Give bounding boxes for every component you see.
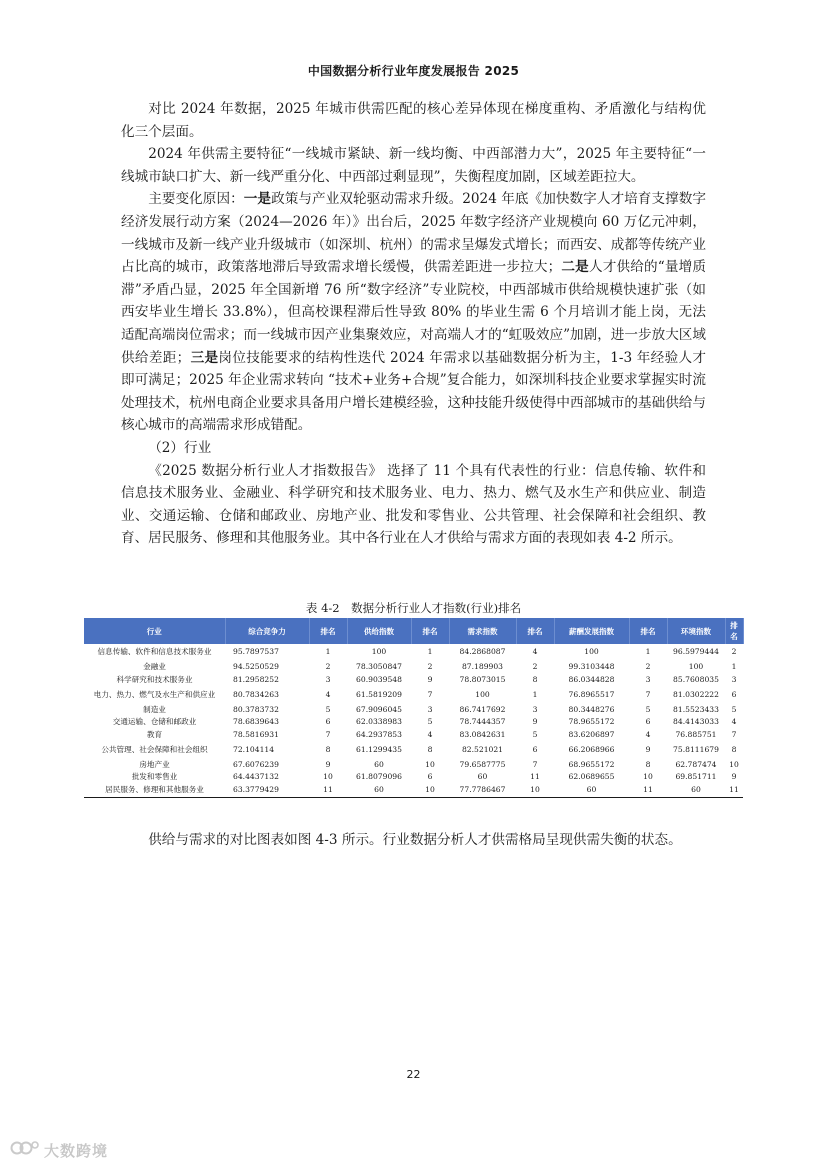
rank-cell: 3 [731,674,737,684]
index-cell: 76.885751 [675,729,717,739]
rank-cell: 8 [427,744,433,754]
rank-cell: 1 [325,647,331,657]
rank-cell: 11 [629,784,667,797]
index-cell: 86.0344828 [568,674,615,684]
index-cell: 81.0302222 [673,689,719,699]
index-cell: 100 [584,647,599,657]
paragraph-supply-demand: 供给与需求的对比图表如图 4-3 所示。行业数据分析人才供需格局呈现供需失衡的状态。 [148,832,682,848]
header-demand: 需求指数 [449,618,516,644]
body-text [121,98,706,550]
rank-cell: 5 [325,704,331,714]
rank-cell: 2 [645,662,651,672]
index-cell: 87.189903 [461,662,504,672]
index-cell: 75.8111679 [673,744,719,754]
index-cell: 77.7786467 [449,784,516,797]
index-cell: 80.3448276 [568,704,615,714]
index-cell: 84.2868087 [459,647,506,657]
index-cell: 68.9655172 [568,759,615,769]
rank-cell: 10 [729,759,739,769]
index-cell: 83.0842631 [459,729,506,739]
rank-cell: 9 [532,717,538,727]
index-cell: 62.787474 [675,759,717,769]
index-cell: 61.8079096 [356,772,402,782]
index-cell: 64.2937853 [356,729,402,739]
rank-cell: 8 [325,744,331,754]
rank-cell: 6 [325,717,331,727]
industry-cell: 公共管理、社会保障和社会组织 [101,744,208,754]
index-cell: 78.3050847 [356,662,402,672]
industry-cell: 居民服务、修理和其他服务业 [84,784,225,797]
rank-cell: 10 [643,772,653,782]
index-cell: 99.3103448 [568,662,615,672]
index-cell: 78.8073015 [459,674,506,684]
reasons-lead: 主要变化原因： [148,191,244,208]
rank-cell: 8 [532,674,538,684]
index-cell: 72.104114 [233,744,275,754]
rank-cell: 1 [532,689,538,699]
industry-cell: 电力、热力、燃气及水生产和供应业 [93,689,216,699]
rank-cell: 2 [427,662,433,672]
rank-cell: 8 [731,744,737,754]
rank-cell: 6 [645,717,651,727]
paragraph-comparison: 对比 2024 年数据，2025 年城市供需匹配的核心差异体现在梯度重构、矛盾激化与结构优化三个层面。 [121,101,706,140]
index-cell: 62.0689655 [568,772,615,782]
reason-one-marker: 一是 [243,191,272,208]
rank-cell: 7 [325,729,331,739]
rank-cell: 6 [532,744,538,754]
index-cell: 76.8965517 [568,689,615,699]
index-cell: 80.7834263 [233,689,279,699]
index-cell: 78.9655172 [568,717,615,727]
rank-cell: 5 [427,717,433,727]
table-row [84,686,743,703]
reason-one-text: 政策与产业双轮驱动需求升级。2024 年底《加快数字人才培育支撑数字经济发展行动方案（2024—2026 年）》出台后，2025 年数字经济产业规模向 60 万亿元冲刺，一线城市及新一线产业升级城市（如深圳、杭州）的需求呈爆发式增长；而西安、成都等传统产业占比高的城市，政策落地滞后导致需求增长缓慢，供需差距进一步拉大； [121,191,707,276]
index-cell: 62.0338983 [356,717,402,727]
rank-cell: 11 [725,784,743,797]
reason-three-text: 岗位技能要求的结构性迭代 2024 年需求以基础数据分析为主，1-3 年经验人才即可满足；2025 年企业需求转向 “技术+业务+合规”复合能力，如深圳科技企业要求掌握实时流处理技术，杭州电商企业要求具备用户增长建模经验，这种技能升级使得中西部城市的基础供给与核心城市的高端需求形成错配。 [121,349,707,434]
report-header: 中国数据分析行业年度发展报告 2025 [307,64,520,78]
header-salary: 薪酬发展指数 [554,618,629,644]
index-cell: 64.4437132 [233,772,279,782]
index-cell: 85.7608035 [673,674,719,684]
industry-cell: 交通运输、仓储和邮政业 [112,717,197,727]
rank-cell: 11 [309,784,347,797]
index-cell: 60 [554,784,629,797]
index-cell: 81.5523433 [673,704,719,714]
rank-cell: 5 [731,704,737,714]
table-body [84,644,743,797]
index-cell: 100 [688,662,704,672]
index-cell: 60 [347,784,411,797]
reason-three-marker: 三是 [190,349,219,366]
index-cell: 67.9096045 [356,704,402,714]
header-overall: 综合竞争力 [225,618,309,644]
rank-cell: 4 [731,717,737,727]
rank-cell: 9 [731,772,737,782]
rank-cell: 4 [532,647,538,657]
index-cell: 79.6587775 [459,759,506,769]
table-row [84,703,743,716]
table-row [84,741,743,758]
industry-cell: 批发和零售业 [131,772,178,782]
industry-cell: 教育 [146,729,163,739]
industry-cell: 金融业 [143,662,166,672]
industry-cell: 制造业 [143,704,166,714]
rank-cell: 7 [731,729,737,739]
rank-cell: 10 [516,784,554,797]
header-rank: 排名 [309,618,347,644]
rank-cell: 9 [645,744,651,754]
index-cell: 100 [475,689,490,699]
table-row [84,758,743,771]
ranking-table [84,618,744,798]
watermark-logo-icon [10,1139,40,1161]
index-cell: 66.2068966 [568,744,615,754]
rank-cell: 11 [530,772,540,782]
rank-cell: 10 [323,772,333,782]
rank-cell: 1 [731,662,737,672]
index-cell: 80.3783732 [233,704,279,714]
rank-cell: 6 [427,772,433,782]
rank-cell: 5 [532,729,538,739]
index-cell: 60.9039548 [356,674,402,684]
header-supply: 供给指数 [347,618,411,644]
rank-cell: 2 [325,662,331,672]
header-rank: 排名 [516,618,554,644]
index-cell: 67.6076239 [233,759,279,769]
table-row [84,784,743,797]
rank-cell: 10 [425,759,435,769]
table-row [84,644,743,661]
index-cell: 81.2958252 [233,674,279,684]
table-caption: 表 4-2 数据分析行业人才指数(行业)排名 [305,601,522,615]
rank-cell: 3 [427,704,433,714]
rank-cell: 3 [325,674,331,684]
index-cell: 78.7444357 [459,717,506,727]
index-cell: 61.1299435 [356,744,402,754]
paragraph-features: 2024 年供需主要特征“一线城市紧缺、新一线均衡、中西部潜力大”，2025 年主要特征“一线城市缺口扩大、新一线严重分化、中西部过剩显现”，失衡程度加剧，区域差距拉大。 [121,146,706,185]
rank-cell: 7 [645,689,651,699]
table-row [84,729,743,742]
rank-cell: 7 [427,689,433,699]
industry-cell: 房地产业 [139,759,170,769]
watermark-text: 大数跨境 [44,1141,109,1160]
rank-cell: 5 [645,704,651,714]
industry-cell: 信息传输、软件和信息技术服务业 [97,647,212,657]
industry-cell: 科学研究和技术服务业 [116,674,193,684]
index-cell: 61.5819209 [356,689,402,699]
index-cell: 78.6839643 [233,717,279,727]
rank-cell: 9 [325,759,331,769]
rank-cell: 7 [532,759,538,769]
index-cell: 94.5250529 [233,662,279,672]
header-industry: 行业 [84,618,225,644]
index-cell: 78.5816931 [233,729,279,739]
rank-cell: 4 [427,729,433,739]
index-cell: 60 [374,759,384,769]
rank-cell: 9 [427,674,433,684]
header-rank: 排名 [411,618,449,644]
table-row [84,716,743,729]
rank-cell: 2 [731,647,737,657]
rank-cell: 2 [532,662,538,672]
index-cell: 96.5979444 [673,647,719,657]
section-heading-industry: （2）行业 [148,439,212,456]
index-cell: 86.7417692 [459,704,506,714]
table-header-row [84,618,743,644]
table-row [84,661,743,674]
reason-two-text: 人才供给的“量增质滞”矛盾凸显，2025 年全国新增 76 所“数字经济”专业院校，中西部城市供给规模快速扩张（如西安毕业生增长 33.8%），但高校课程滞后性导致 80% 的毕业生需 6 个月培训才能上岗，无法适配高端岗位需求；而一线城市因产业集聚效应，对高端人才的“虹吸效应”加剧，进一步放大区域供给差距； [121,259,707,366]
page-number: 22 [406,1068,421,1081]
table-row [84,674,743,687]
index-cell: 60 [667,784,725,797]
index-cell: 60 [477,772,488,782]
rank-cell: 1 [645,647,651,657]
paragraph-reasons [121,188,706,437]
industry-ranking-table [84,618,743,798]
index-cell: 83.6206897 [568,729,615,739]
index-cell: 63.3779429 [225,784,309,797]
rank-cell: 10 [411,784,449,797]
watermark [10,1138,108,1162]
index-cell: 82.521021 [461,744,504,754]
rank-cell: 3 [532,704,538,714]
table-row [84,771,743,784]
rank-cell: 4 [645,729,651,739]
index-cell: 95.7897537 [233,647,279,657]
paragraph-industry: 《2025 数据分析行业人才指数报告》 选择了 11 个具有代表性的行业：信息传输、软件和信息技术服务业、金融业、科学研究和技术服务业、电力、热力、燃气及水生产和供应业、制造业、交通运输、仓储和邮政业、房地产业、批发和零售业、公共管理、社会保障和社会组织、教育、居民服务、修理和其他服务业。其中各行业在人才供给与需求方面的表现如表 4-2 所示。 [121,462,706,547]
header-environment: 环境指数 [667,618,725,644]
header-rank: 排名 [629,618,667,644]
rank-cell: 8 [645,759,651,769]
index-cell: 84.4143033 [673,717,719,727]
rank-cell: 1 [427,647,433,657]
rank-cell: 6 [731,689,737,699]
header-rank: 排名 [725,618,743,644]
reason-two-marker: 二是 [561,259,589,276]
rank-cell: 4 [325,689,331,699]
rank-cell: 3 [645,674,651,684]
index-cell: 69.851711 [675,772,717,782]
index-cell: 100 [371,647,387,657]
